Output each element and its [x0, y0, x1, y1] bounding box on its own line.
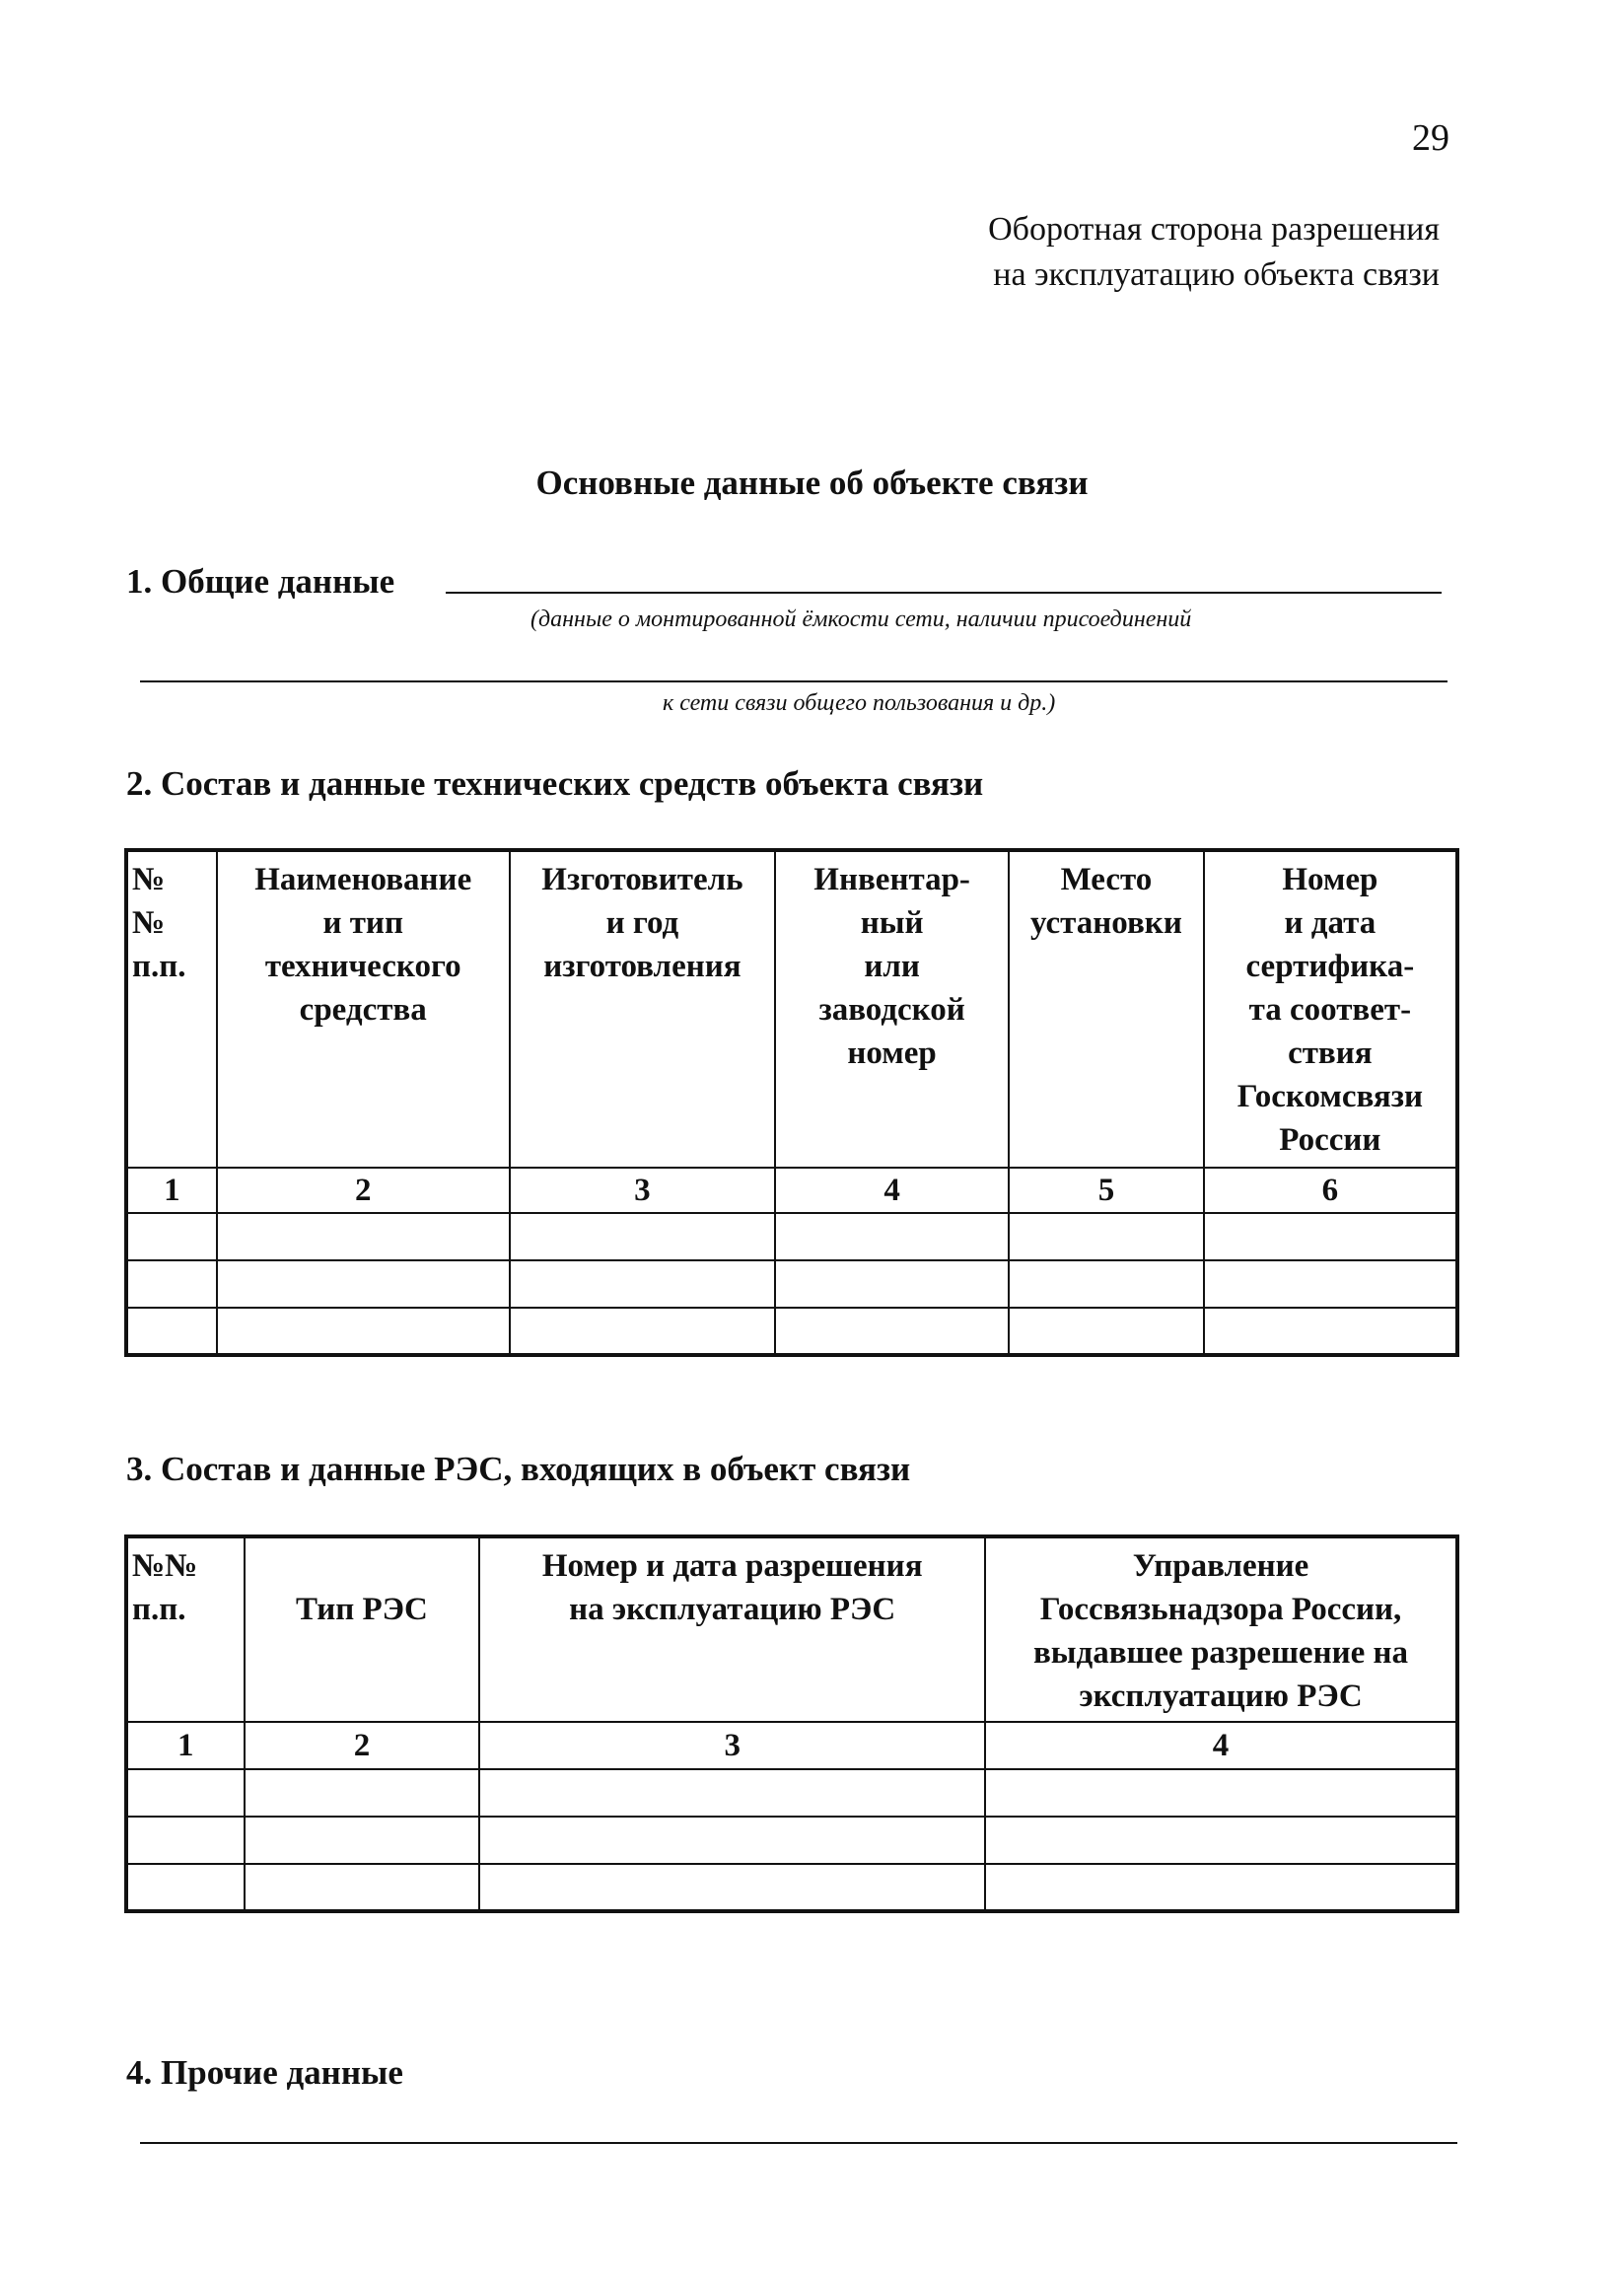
section-1-heading: 1. Общие данные [126, 562, 395, 601]
column-number: 2 [217, 1168, 510, 1213]
column-number: 3 [510, 1168, 775, 1213]
table-cell[interactable] [245, 1769, 480, 1817]
page-number: 29 [1412, 117, 1449, 159]
table-cell[interactable] [985, 1817, 1457, 1864]
table-cell[interactable] [985, 1769, 1457, 1817]
column-header-inventory-number: Инвентар- ный или заводской номер [775, 850, 1009, 1168]
table-cell[interactable] [1204, 1213, 1457, 1260]
section-3-heading: 3. Состав и данные РЭС, входящих в объект связи [126, 1450, 911, 1488]
table-row [126, 1260, 1457, 1308]
document-title: Основные данные об объекте связи [535, 464, 1089, 502]
table-row [126, 1769, 1457, 1817]
table-header-row [126, 850, 1457, 1168]
section-2-heading: 2. Состав и данные технических средств объекта связи [126, 764, 984, 803]
column-header-permit-number-date: Номер и дата разрешения на эксплуатацию РЭС [479, 1536, 985, 1722]
table-cell[interactable] [510, 1308, 775, 1355]
column-header-number: № № п.п. [126, 850, 217, 1168]
table-cell[interactable] [245, 1864, 480, 1911]
column-number: 6 [1204, 1168, 1457, 1213]
table-cell[interactable] [479, 1864, 985, 1911]
section-1-caption-1: (данные о монтированной ёмкости сети, наличии присоединений [530, 607, 1192, 632]
table-cell[interactable] [1009, 1260, 1204, 1308]
table-cell[interactable] [1204, 1260, 1457, 1308]
column-number: 5 [1009, 1168, 1204, 1213]
column-number-row [126, 1722, 1457, 1769]
attachment-note-line-1: Оборотная сторона разрешения [988, 211, 1440, 248]
table-row [126, 1213, 1457, 1260]
table-header-row [126, 1536, 1457, 1722]
table-cell[interactable] [510, 1213, 775, 1260]
table-cell[interactable] [1009, 1213, 1204, 1260]
table-row [126, 1864, 1457, 1911]
column-number: 2 [245, 1722, 480, 1769]
res-table [124, 1535, 1459, 1913]
general-data-line-1[interactable] [446, 592, 1442, 594]
table-cell[interactable] [775, 1260, 1009, 1308]
table-cell[interactable] [217, 1308, 510, 1355]
section-1-caption-2: к сети связи общего пользования и др.) [663, 690, 1056, 716]
table-cell[interactable] [126, 1769, 245, 1817]
table-cell[interactable] [775, 1308, 1009, 1355]
column-number: 1 [126, 1168, 217, 1213]
table-row [126, 1817, 1457, 1864]
column-header-manufacturer: Изготовитель и год изготовления [510, 850, 775, 1168]
table-cell[interactable] [245, 1817, 480, 1864]
table-row [126, 1308, 1457, 1355]
table-cell[interactable] [126, 1817, 245, 1864]
table-cell[interactable] [126, 1213, 217, 1260]
table-cell[interactable] [775, 1213, 1009, 1260]
column-number: 4 [985, 1722, 1457, 1769]
column-number: 3 [479, 1722, 985, 1769]
table-cell[interactable] [479, 1817, 985, 1864]
column-number: 4 [775, 1168, 1009, 1213]
column-header-number: №№ п.п. [126, 1536, 245, 1722]
general-data-line-2[interactable] [140, 680, 1447, 682]
table-cell[interactable] [126, 1864, 245, 1911]
column-number-row [126, 1168, 1457, 1213]
technical-means-table [124, 848, 1459, 1357]
table-cell[interactable] [1009, 1308, 1204, 1355]
table-cell[interactable] [126, 1308, 217, 1355]
table-cell[interactable] [985, 1864, 1457, 1911]
table-cell[interactable] [126, 1260, 217, 1308]
column-header-issuing-authority: Управление Госсвязьнадзора России, выдавшее разрешение на эксплуатацию РЭС [985, 1536, 1457, 1722]
table-cell[interactable] [1204, 1308, 1457, 1355]
table-cell[interactable] [479, 1769, 985, 1817]
other-data-line[interactable] [140, 2142, 1457, 2144]
attachment-note-line-2: на эксплуатацию объекта связи [993, 256, 1440, 293]
attachment-note [848, 207, 1440, 298]
table-cell[interactable] [217, 1213, 510, 1260]
column-number: 1 [126, 1722, 245, 1769]
column-header-certificate: Номер и дата сертифика- та соответ- ствия Госкомсвязи России [1204, 850, 1457, 1168]
table-cell[interactable] [217, 1260, 510, 1308]
column-header-name-type: Наименование и тип технического средства [217, 850, 510, 1168]
column-header-res-type: Тип РЭС [245, 1536, 480, 1722]
section-4-heading: 4. Прочие данные [126, 2053, 403, 2092]
column-header-location: Место установки [1009, 850, 1204, 1168]
table-cell[interactable] [510, 1260, 775, 1308]
